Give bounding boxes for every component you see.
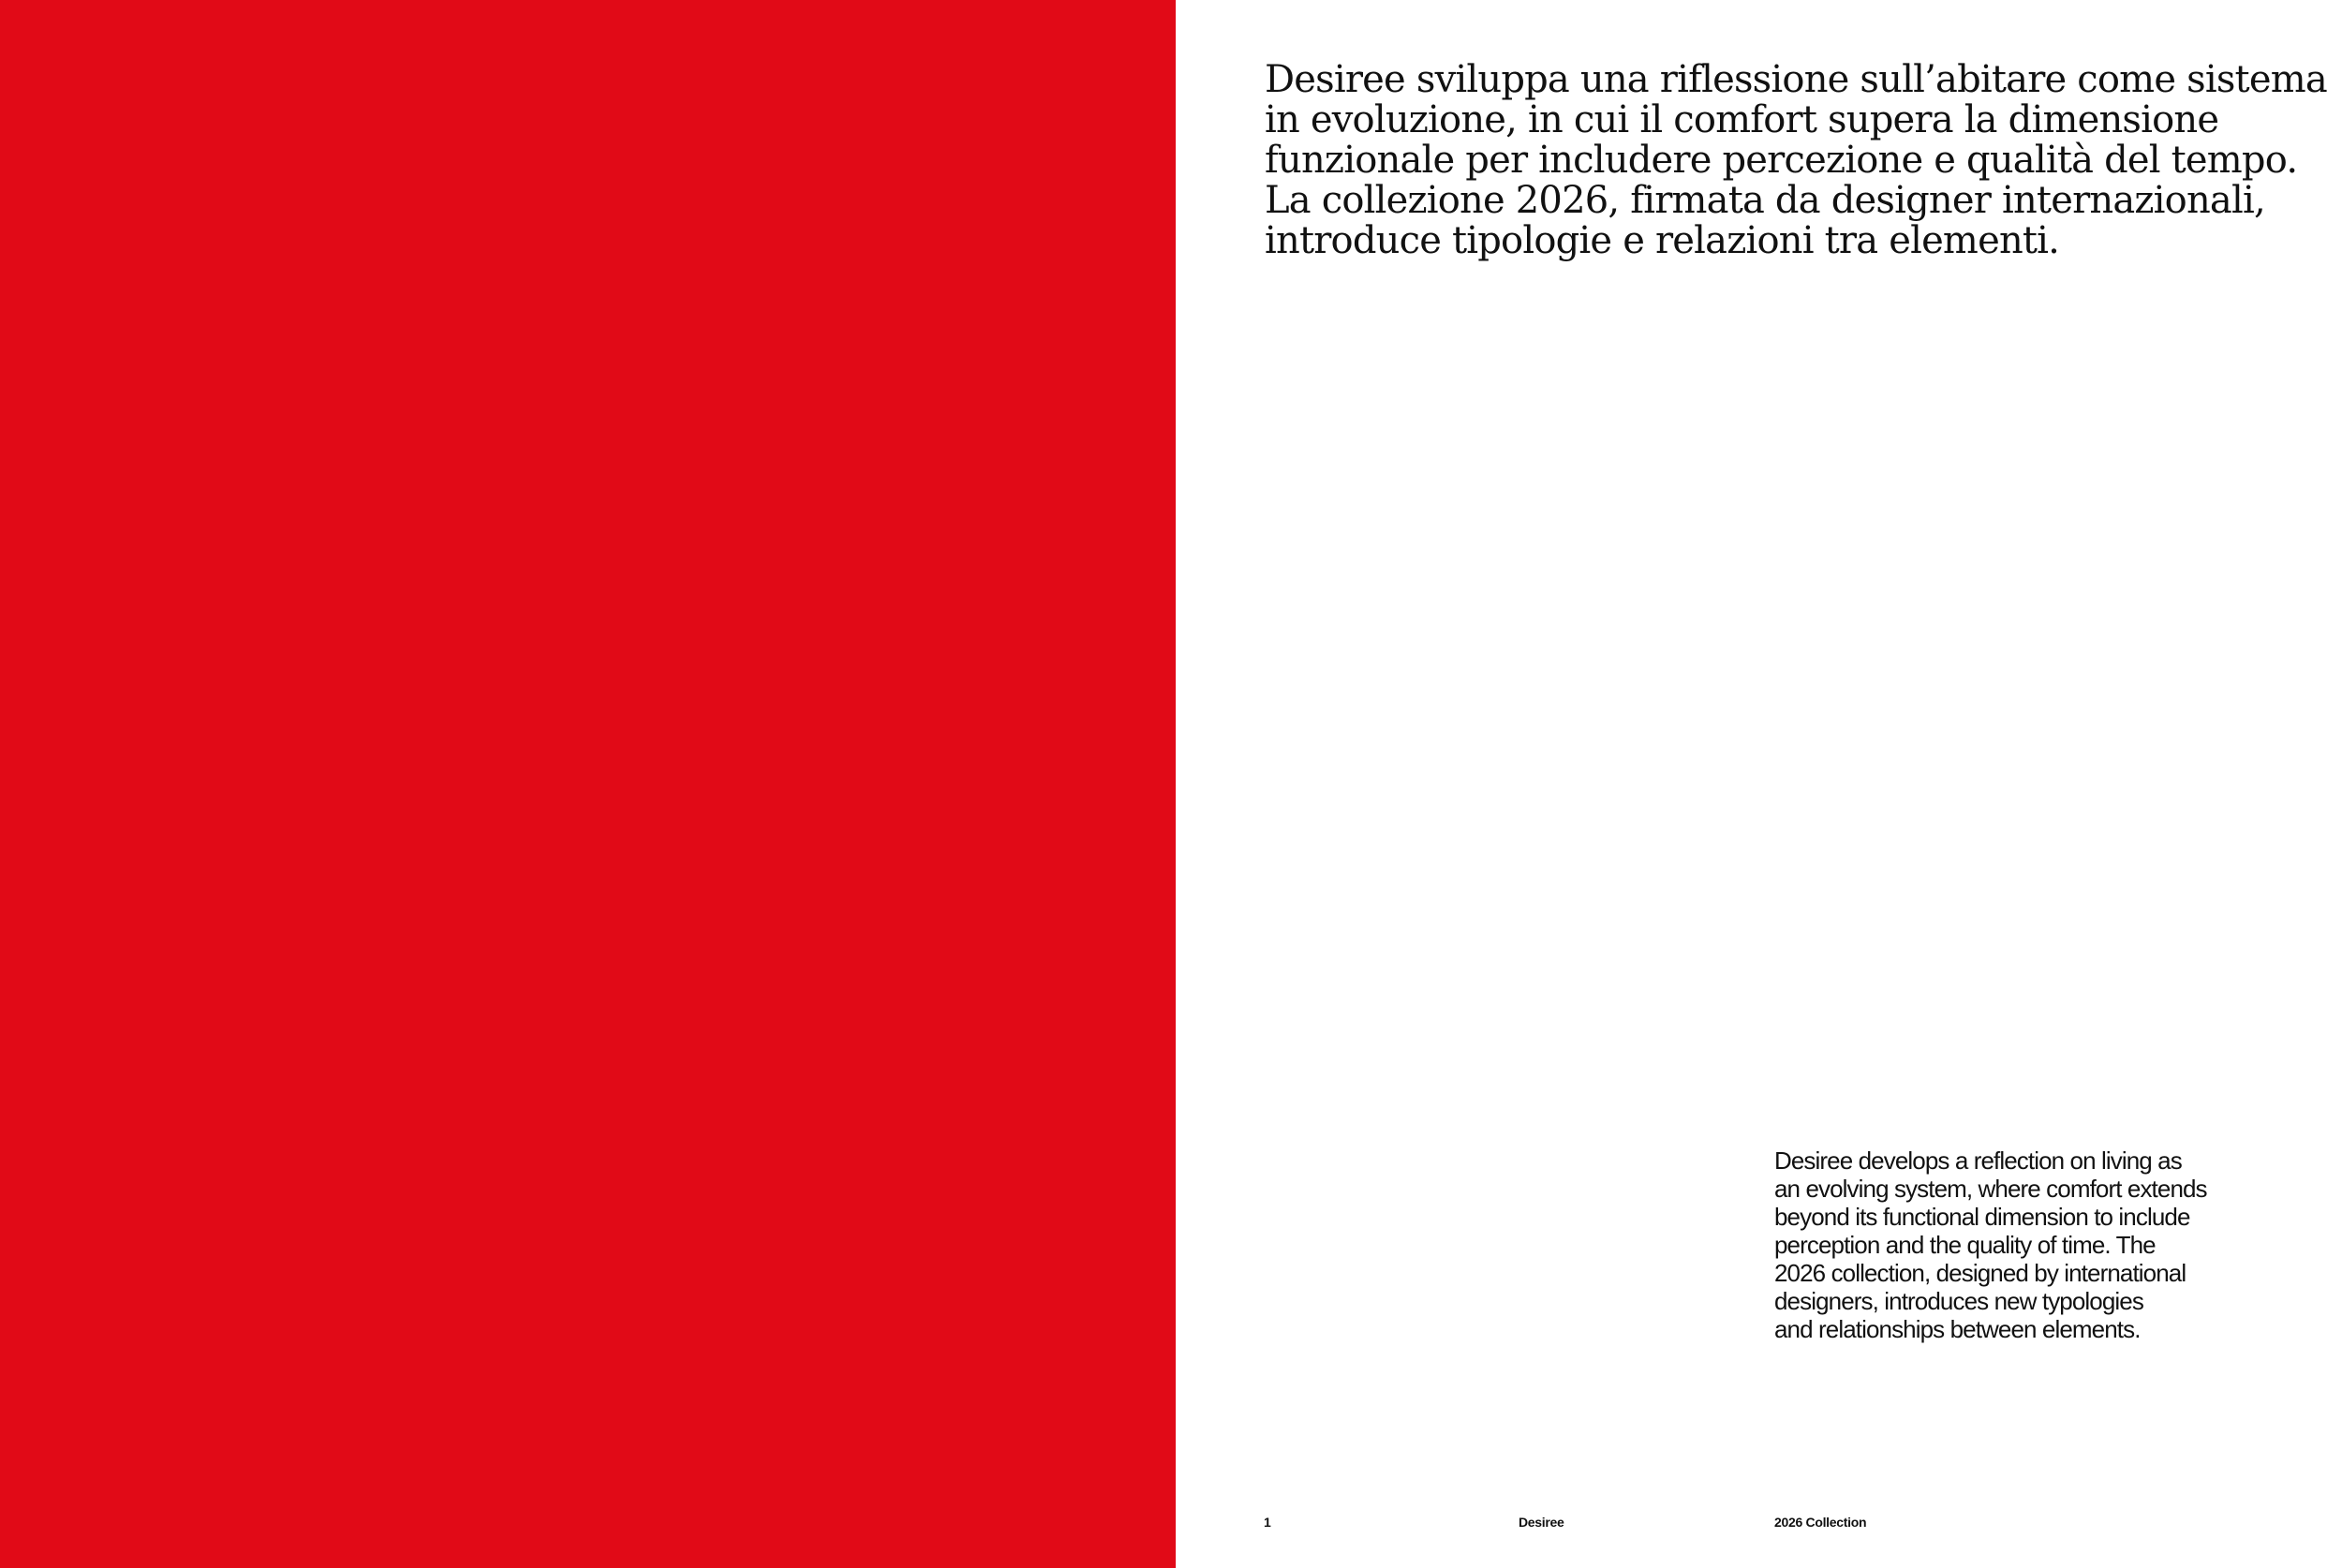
english-intro-line: designers, introduces new typologies (1774, 1287, 2143, 1315)
italian-intro-line: introduce tipologie e relazioni tra elementi. (1265, 219, 2060, 262)
english-intro-paragraph (1774, 1146, 2299, 1343)
italian-intro-line: Desiree sviluppa una riflessione sull’abitare come sistema (1265, 58, 2327, 101)
english-intro-line: an evolving system, where comfort extends (1774, 1175, 2207, 1203)
footer-collection: 2026 Collection (1774, 1515, 1867, 1530)
italian-intro-paragraph (1265, 58, 2327, 262)
italian-intro-line: in evoluzione, in cui il comfort supera la dimensione (1265, 98, 2219, 141)
english-intro-line: 2026 collection, designed by international (1774, 1259, 2186, 1287)
italian-intro-line: funzionale per includere percezione e qualità del tempo. (1265, 139, 2298, 182)
english-intro-line: perception and the quality of time. The (1774, 1231, 2156, 1259)
english-intro-line: beyond its functional dimension to include (1774, 1203, 2190, 1231)
italian-intro-line: La collezione 2026, firmata da designer internazionali, (1265, 179, 2265, 222)
english-intro-line: and relationships between elements. (1774, 1315, 2141, 1343)
footer-brand: Desiree (1519, 1515, 1564, 1530)
footer-page-number: 1 (1264, 1515, 1271, 1530)
english-intro-line: Desiree develops a reflection on living as (1774, 1146, 2182, 1175)
